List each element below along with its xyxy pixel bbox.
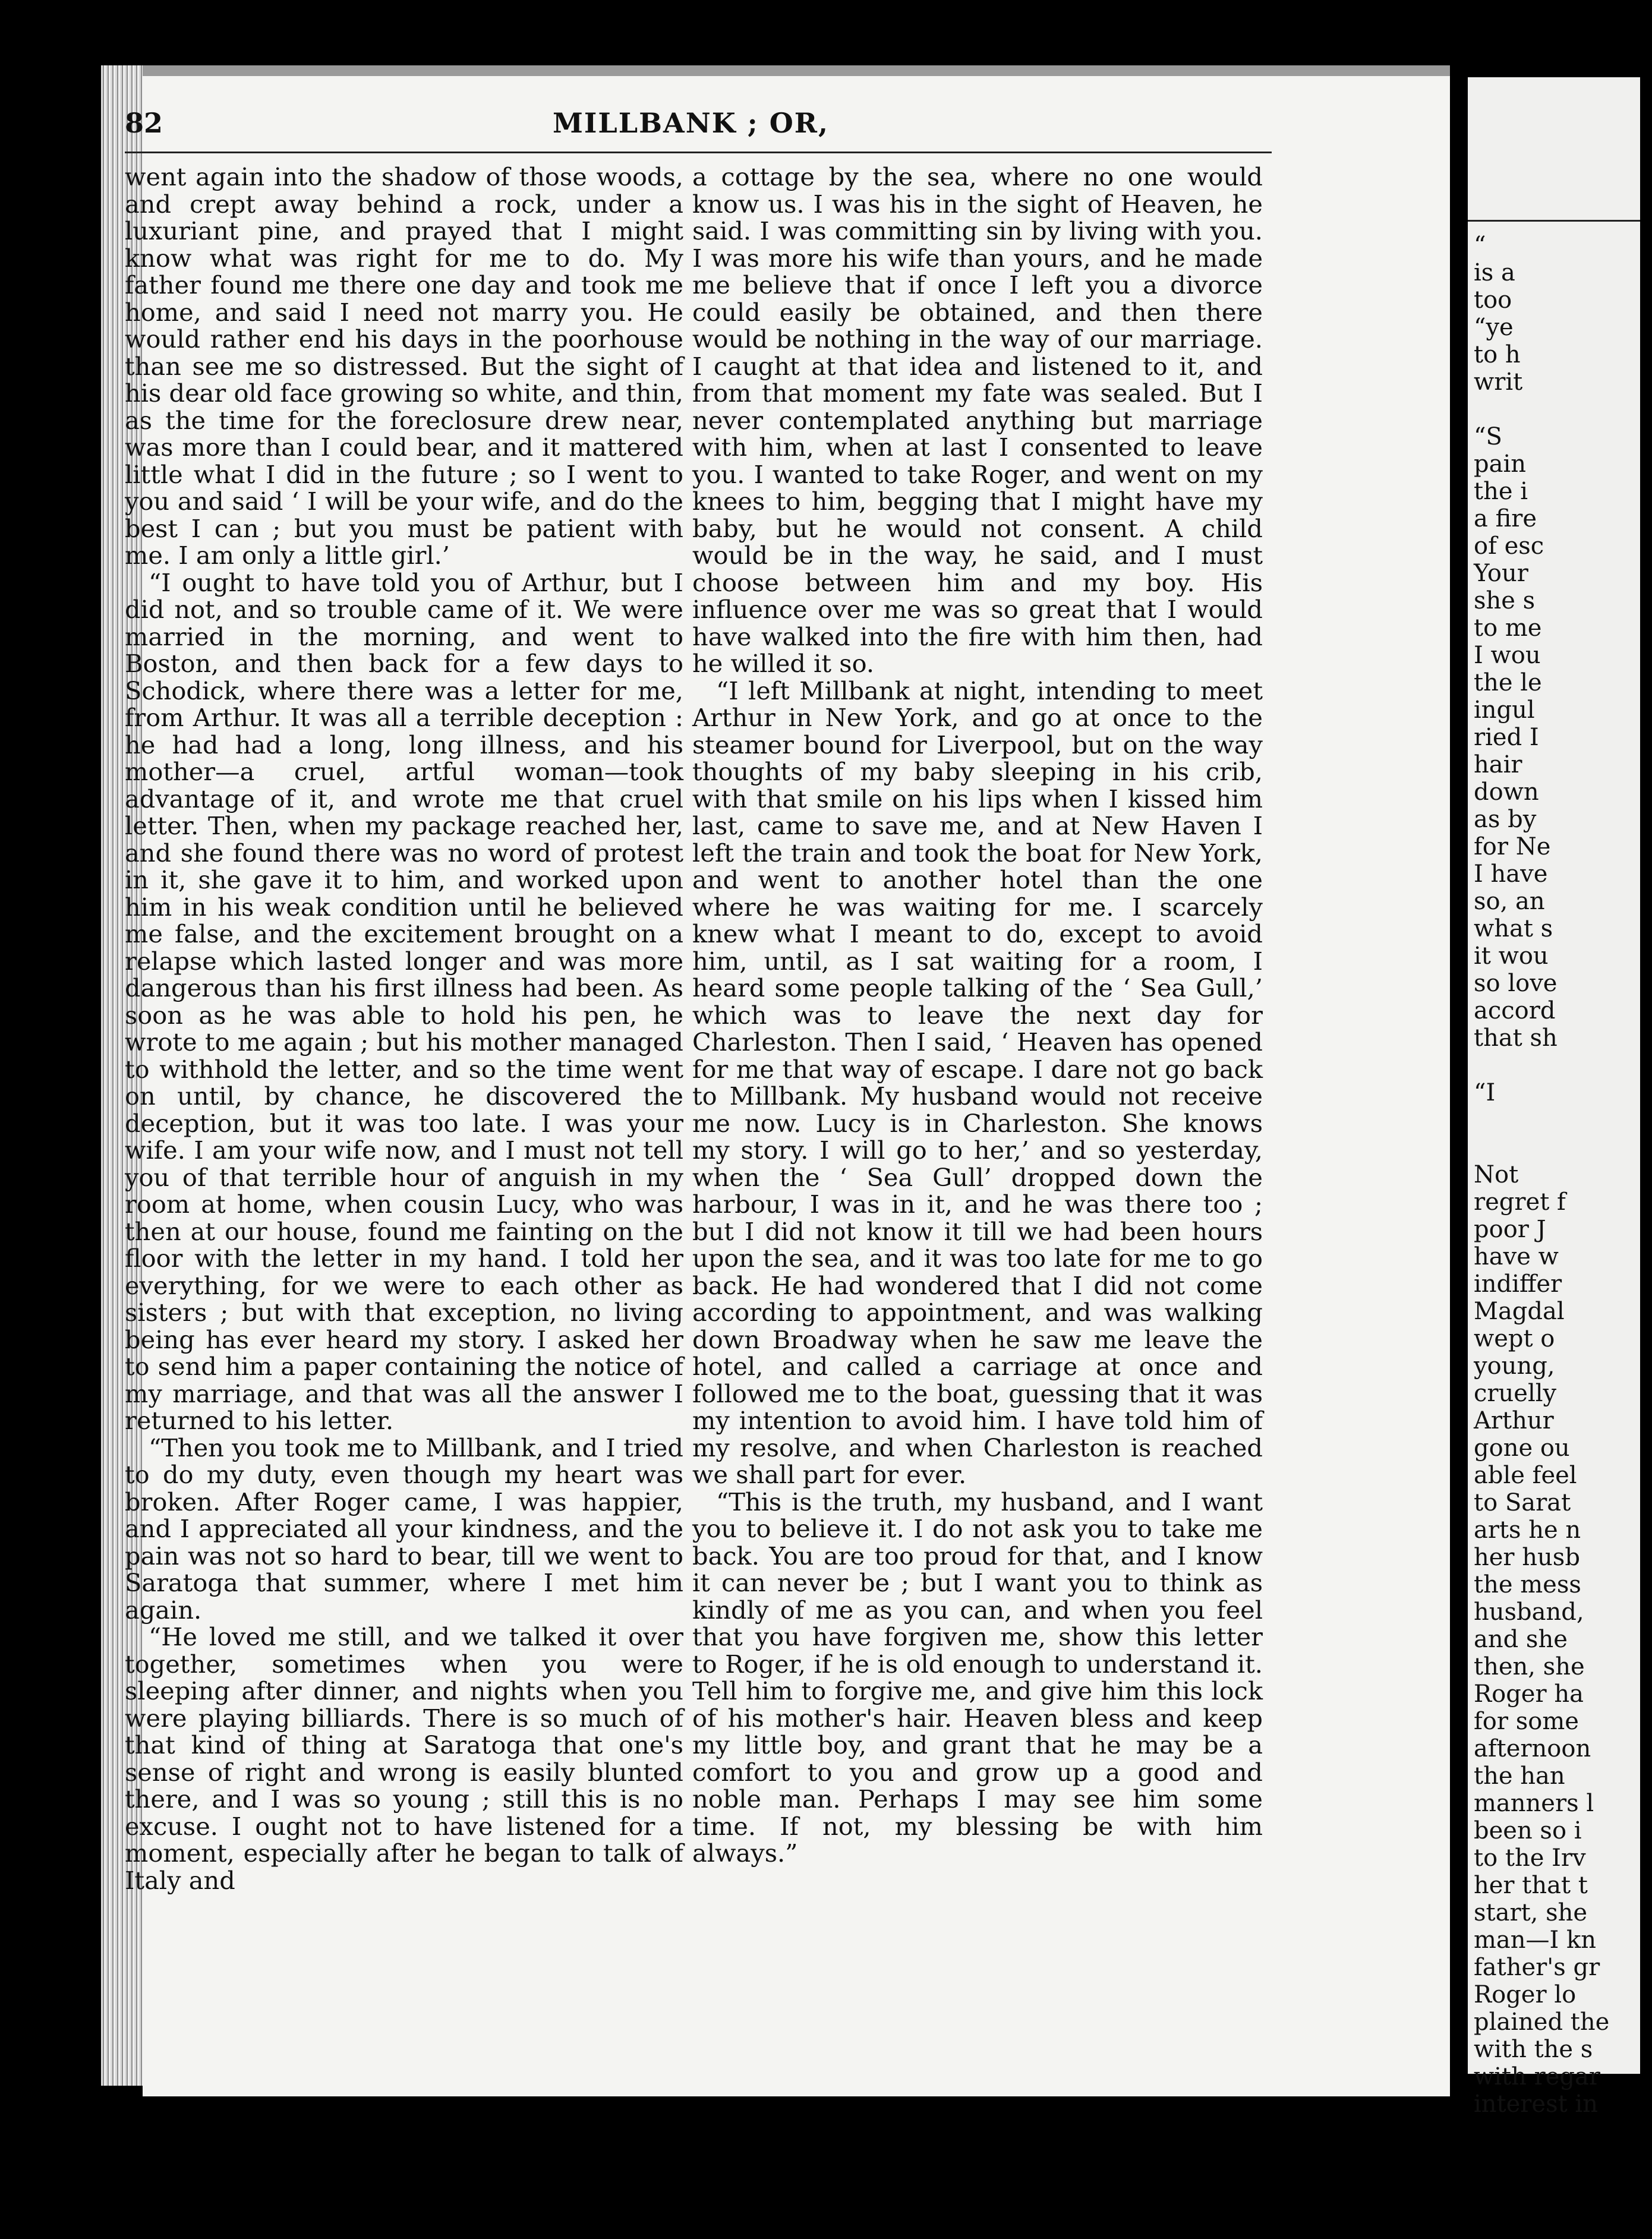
facing-page-line: of esc bbox=[1474, 532, 1544, 560]
facing-page-line: I wou bbox=[1474, 642, 1541, 669]
facing-page-line: a fire bbox=[1474, 505, 1537, 532]
facing-page-line: to me bbox=[1474, 614, 1542, 642]
facing-page-line bbox=[1474, 1052, 1652, 1079]
facing-page-line: “ye bbox=[1474, 314, 1514, 341]
facing-page-line: writ bbox=[1474, 368, 1523, 396]
facing-page-line: been so i bbox=[1474, 1817, 1582, 1844]
facing-page-line: indiffer bbox=[1474, 1270, 1562, 1298]
facing-page-line: down bbox=[1474, 778, 1539, 806]
facing-page-line: start, she bbox=[1474, 1899, 1588, 1926]
facing-page-line: the le bbox=[1474, 669, 1542, 696]
facing-page-line: for some bbox=[1474, 1708, 1579, 1735]
facing-page-line: manners l bbox=[1474, 1790, 1594, 1817]
facing-page-line: I have bbox=[1474, 860, 1548, 888]
facing-page-edge bbox=[1468, 77, 1640, 2118]
facing-page-line bbox=[1474, 396, 1652, 423]
facing-page-line: that sh bbox=[1474, 1024, 1558, 1052]
paragraph: “He loved me still, and we talked it over together, sometimes when you were sleeping after dinner, and nights when you were playing billiards. There is so much of that kind of thing at Saratoga that one's sense of right and wrong is easily blunted there, and I was so young ; still this is no excuse. I ought not to have listened for a moment, especially after he began to talk of Italy and bbox=[125, 1622, 683, 1895]
header-rule-left bbox=[125, 152, 838, 153]
facing-page-line: then, she bbox=[1474, 1653, 1585, 1680]
facing-page-line: arts he n bbox=[1474, 1516, 1581, 1544]
facing-page-line: her that t bbox=[1474, 1872, 1588, 1899]
facing-page-line: husband, bbox=[1474, 1598, 1584, 1626]
facing-page-line: so, an bbox=[1474, 888, 1545, 915]
facing-page-line: with the s bbox=[1474, 2036, 1593, 2063]
paragraph: a cottage by the sea, where no one would know us. I was his in the sight of Heaven, he said. I was committing sin by living with you. I was more his wife than yours, and he made me believe that if once I left you a divorce could easily be obtained, and then there would be nothing in the way of our marriage. I caught at that idea and listened to it, and from that moment my fate was sealed. But I never contemplated anything but marriage with him, when at last I consented to leave you. I wanted to take Roger, and went on my knees to him, begging that I might have my baby, but he would not consent. A child would be in the way, he said, and I must choose between him and my boy. His influence over me was so great that I would have walked into the fire with him then, had he willed it so. bbox=[692, 162, 1263, 678]
facing-page-line: father's gr bbox=[1474, 1954, 1600, 1981]
facing-page-line: ried I bbox=[1474, 724, 1539, 751]
facing-page-line: too bbox=[1474, 286, 1512, 314]
facing-page-line: afternoon bbox=[1474, 1735, 1591, 1762]
facing-page-line: regret f bbox=[1474, 1188, 1566, 1216]
facing-page-line bbox=[1474, 1106, 1652, 1134]
facing-page-line: Roger lo bbox=[1474, 1981, 1577, 2008]
facing-page-line: Your bbox=[1474, 560, 1528, 587]
facing-page-line: ingul bbox=[1474, 696, 1535, 724]
facing-page-line: Arthur bbox=[1474, 1407, 1554, 1434]
facing-page-line: young, bbox=[1474, 1352, 1555, 1380]
facing-page-line: have w bbox=[1474, 1243, 1559, 1270]
facing-page-text bbox=[1474, 232, 1652, 2118]
page-number: 82 bbox=[125, 107, 163, 139]
facing-page-line: poor J bbox=[1474, 1216, 1546, 1243]
facing-page-line: to the Irv bbox=[1474, 1844, 1586, 1872]
facing-page-line bbox=[1474, 1134, 1652, 1161]
paragraph: “I ought to have told you of Arthur, but I did not, and so trouble came of it. We were married in the morning, and went to Boston, and then back for a few days to Schodick, where there was a letter for me, from Arthur. It was all a terrible deception : he had had a long, long illness, and his mother—a cruel, artful woman—took advantage of it, and wrote me that cruel letter. Then, when my package reached her, and she found there was no word of protest in it, she gave it to him, and worked upon him in his weak condition until he believed me false, and the excitement brought on a relapse which lasted longer and was more dangerous than his first illness had been. As soon as he was able to hold his pen, he wrote to me again ; but his mother managed to withhold the letter, and so the time went on until, by chance, he discovered the deception, but it was too late. I was your wife. I am your wife now, and I must not tell you of that terrible hour of anguish in my room at home, when cousin Lucy, who was then at our house, found me fainting on the floor with the letter in my hand. I told her everything, for we were to each other as sisters ; but with that exception, no living being has ever heard my story. I asked her to send him a paper containing the notice of my marriage, and that was all the answer I returned to his letter. bbox=[125, 567, 683, 1435]
facing-page-line: she s bbox=[1474, 587, 1536, 614]
running-header-title: MILLBANK ; OR, bbox=[553, 107, 830, 139]
text-column-left bbox=[125, 163, 683, 1894]
facing-page-line: man—I kn bbox=[1474, 1926, 1597, 1954]
facing-page-line: hair bbox=[1474, 751, 1522, 778]
facing-page-line: it wou bbox=[1474, 942, 1549, 970]
facing-page-rule bbox=[1468, 220, 1640, 222]
facing-page-line: “I bbox=[1474, 1079, 1496, 1106]
facing-page-line: for Ne bbox=[1474, 833, 1551, 860]
facing-page-line: able feel bbox=[1474, 1462, 1577, 1489]
paragraph: “Then you took me to Millbank, and I tried to do my duty, even though my heart was broken. After Roger came, I was happier, and I appreciated all your kindness, and the pain was not so hard to bear, till we went to Saratoga that summer, where I met him again. bbox=[125, 1433, 683, 1625]
facing-page-line: gone ou bbox=[1474, 1434, 1570, 1462]
paragraph: went again into the shadow of those woods, and crept away behind a rock, under a luxuriant pine, and prayed that I might know what was right for me to do. My father found me there one day and took me home, and said I need not marry you. He would rather end his days in the poorhouse than see me so distressed. But the sight of his dear old face growing so white, and thin, as the time for the foreclosure drew near, was more than I could bear, and it mattered little what I did in the future ; so I went to you and said ‘ I will be your wife, and do the best I can ; but you must be patient with me. I am only a little girl.’ bbox=[125, 162, 683, 570]
facing-page-line: with regar bbox=[1474, 2063, 1600, 2090]
facing-page-line: what s bbox=[1474, 915, 1553, 942]
facing-page-line: to Sarat bbox=[1474, 1489, 1571, 1516]
facing-page-line: the mess bbox=[1474, 1571, 1581, 1598]
paragraph: “This is the truth, my husband, and I want you to believe it. I do not ask you to take me back. You are too proud for that, and I know it can never be ; but I want you to think as kindly of me as you can, and when you feel that you have forgiven me, show this letter to Roger, if he is old enough to understand it. Tell him to forgive me, and give him this lock of his mother's hair. Heaven bless and keep my little boy, and grant that he may be a comfort to you and grow up a good and noble man. Perhaps I may see him some time. If not, my blessing be with him always.” bbox=[692, 1487, 1263, 1868]
facing-page-line: wept o bbox=[1474, 1325, 1555, 1352]
facing-page-line: Roger ha bbox=[1474, 1680, 1584, 1708]
facing-page-line: to h bbox=[1474, 341, 1521, 368]
paragraph: “I left Millbank at night, intending to meet Arthur in New York, and go at once to the steamer bound for Liverpool, but on the way thoughts of my baby sleeping in his crib, with that smile on his lips when I kissed him last, came to save me, and at New Haven I left the train and took the boat for New York, and went to another hotel than the one where he was waiting for me. I scarcely knew what I meant to do, except to avoid him, until, as I sat waiting for a room, I heard some people talking of the ‘ Sea Gull,’ which was to leave the next day for Charleston. Then I said, ‘ Heaven has opened for me that way of escape. I dare not go back to Millbank. My husband would not receive me now. Lucy is in Charleston. She knows my story. I will go to her,’ and so yesterday, when the ‘ Sea Gull’ dropped down the harbour, I was in it, and he was there too ; but I did not know it till we had been hours upon the sea, and it was too late for me to go back. He had wondered that I did not come according to appointment, and was walking down Broadway when he saw me leave the hotel, and called a carriage at once and followed me to the boat, guessing that it was my intention to avoid him. I have told him of my resolve, and when Charleston is reached we shall part for ever. bbox=[692, 676, 1263, 1489]
facing-page-line: the han bbox=[1474, 1762, 1565, 1790]
facing-page-line: Magdal bbox=[1474, 1298, 1565, 1325]
facing-page-line: and she bbox=[1474, 1626, 1568, 1653]
facing-page-line: interest in bbox=[1474, 2090, 1598, 2118]
facing-page-line: is a bbox=[1474, 259, 1515, 286]
text-column-right bbox=[692, 163, 1263, 1867]
facing-page-line: as by bbox=[1474, 806, 1537, 833]
facing-page-line: accord bbox=[1474, 997, 1556, 1024]
facing-page-line: Not bbox=[1474, 1161, 1519, 1188]
facing-page-line: pain bbox=[1474, 450, 1527, 478]
facing-page-line: her husb bbox=[1474, 1544, 1580, 1571]
facing-page-line: “ bbox=[1474, 232, 1486, 259]
facing-page-line: the i bbox=[1474, 478, 1528, 505]
facing-page-line: so love bbox=[1474, 970, 1558, 997]
facing-page-line: “S bbox=[1474, 423, 1502, 450]
facing-page-line: plained the bbox=[1474, 2008, 1610, 2036]
header-rule-right bbox=[808, 152, 1272, 153]
facing-page-line: cruelly bbox=[1474, 1380, 1557, 1407]
